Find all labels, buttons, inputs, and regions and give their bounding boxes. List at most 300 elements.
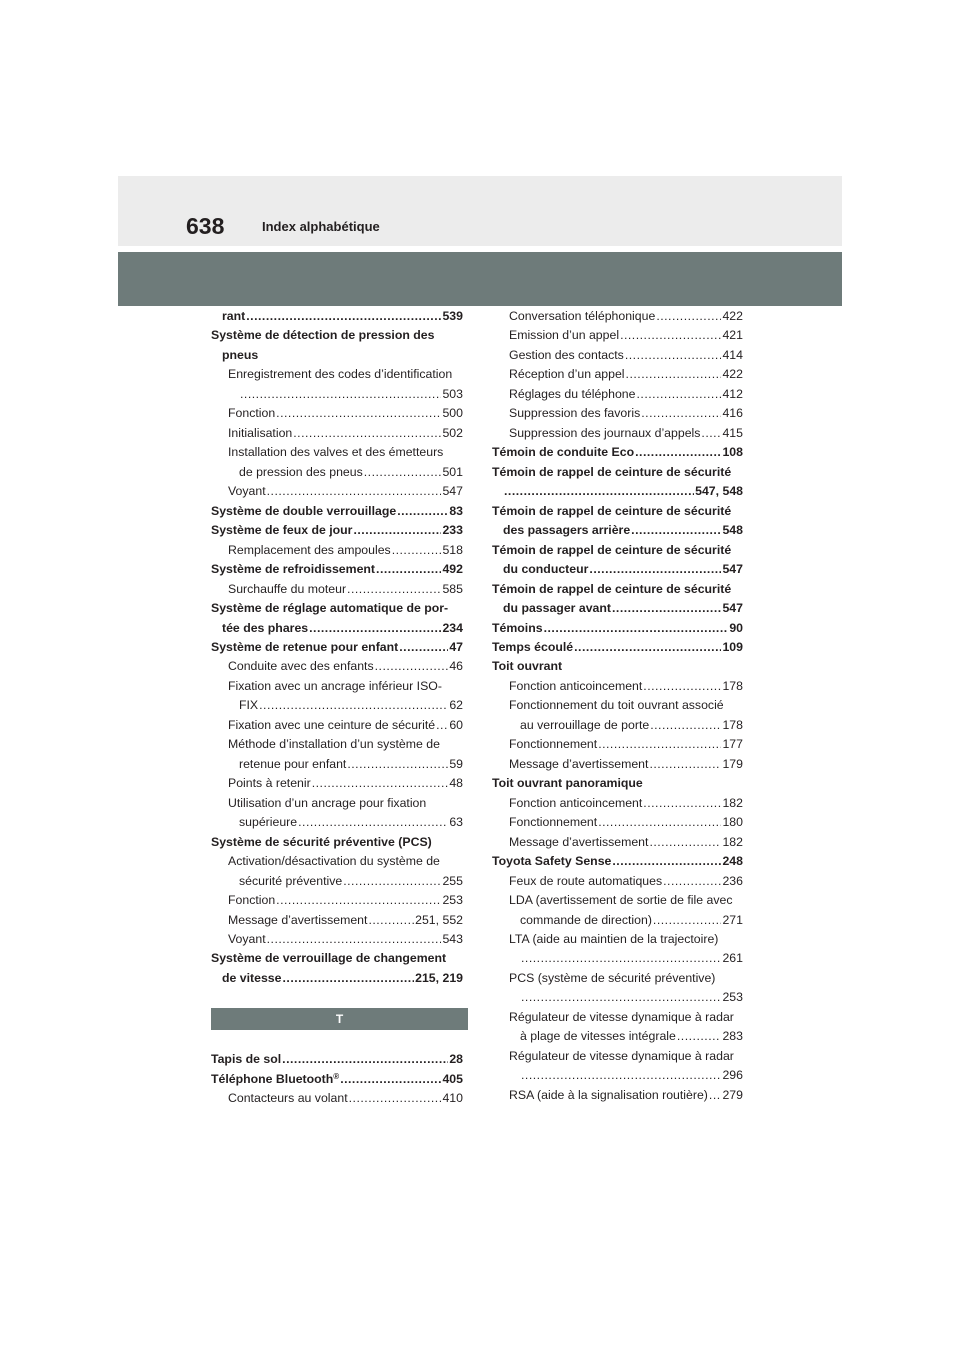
entry-term-text: Contacteurs au volant (228, 1091, 348, 1106)
entry-term-text: supérieure (239, 815, 298, 830)
page-reference: 518 (442, 542, 463, 557)
left-entries (211, 307, 463, 988)
index-entry (211, 872, 463, 891)
index-entry (211, 326, 463, 345)
index-entry (492, 521, 743, 540)
index-entry (211, 949, 463, 968)
entry-term-text: Temps écoulé (492, 639, 574, 654)
entry-term-text: Fonctionnement du toit ouvrant associé (509, 698, 724, 713)
page-reference: 279 (722, 1087, 743, 1102)
entry-term (492, 638, 573, 657)
dot-leader (649, 755, 721, 774)
entry-term (509, 794, 642, 813)
entry-term (509, 735, 597, 754)
page-reference: 251, 552 (415, 912, 463, 927)
index-entry (211, 502, 463, 521)
entry-term-text: Témoin de rappel de ceinture de sécurité (492, 581, 732, 596)
entry-term (222, 307, 245, 326)
index-entry (211, 930, 463, 949)
dot-leader (612, 599, 721, 618)
entry-term (228, 580, 346, 599)
index-entry (492, 385, 743, 404)
dot-leader (637, 385, 722, 404)
dot-leader (282, 1050, 448, 1069)
entry-term (239, 696, 258, 715)
index-entry (211, 580, 463, 599)
entry-term-text: Système de sécurité préventive (PCS) (211, 834, 432, 849)
entry-term-text: Système de refroidissement (211, 562, 376, 577)
index-entry (492, 696, 743, 715)
page-reference: 416 (722, 406, 743, 421)
entry-term-text: Remplacement des ampoules (228, 542, 391, 557)
page-reference: 48 (449, 776, 463, 791)
page-reference: 180 (722, 815, 743, 830)
entry-term-text: Téléphone Bluetooth (211, 1071, 334, 1086)
page-reference: 492 (442, 562, 463, 577)
page-reference: 296 (722, 1068, 743, 1083)
entry-term-text: Voyant (228, 932, 266, 946)
page-reference: 501 (442, 464, 463, 479)
entry-term (239, 755, 346, 774)
dot-leader (340, 1070, 441, 1089)
index-entry (492, 852, 743, 871)
page-reference: 405 (442, 1071, 463, 1086)
entry-term (211, 638, 398, 657)
entry-term (228, 424, 292, 443)
index-entry (492, 657, 743, 676)
section-spacer (211, 1030, 463, 1050)
entry-term-text: Toit ouvrant (492, 659, 563, 674)
index-entry (211, 969, 463, 988)
entry-term (509, 872, 662, 891)
index-entry (492, 969, 743, 988)
page-reference: 543 (442, 932, 463, 946)
dot-leader (399, 638, 448, 657)
entry-term (509, 385, 636, 404)
entry-term (228, 930, 266, 949)
dot-leader (298, 813, 448, 832)
header-band (118, 176, 842, 246)
index-entry (211, 794, 463, 813)
index-entry (492, 1047, 743, 1066)
registered-mark: ® (333, 1071, 340, 1081)
entry-term-text: Voyant (228, 484, 266, 499)
index-entry (492, 872, 743, 891)
page-reference: 215, 219 (415, 970, 463, 985)
dot-leader (276, 891, 441, 910)
page-reference: 83 (449, 503, 463, 518)
index-entry (492, 365, 743, 384)
dot-leader (635, 443, 721, 462)
index-entry (492, 949, 743, 968)
page-reference: 182 (722, 795, 743, 810)
entry-term-text: Fonction (228, 893, 276, 908)
entry-term (228, 404, 275, 423)
header-dark-band (118, 252, 842, 306)
index-column-right (492, 307, 743, 1105)
index-entry (492, 774, 743, 793)
entry-term-text: Témoins (492, 620, 543, 635)
index-entry (211, 657, 463, 676)
dot-leader (240, 385, 441, 404)
index-entry (492, 463, 743, 482)
left-entries-t (211, 1050, 463, 1108)
dot-leader (625, 346, 722, 365)
page-number: 638 (186, 213, 225, 239)
dot-leader (521, 988, 721, 1007)
entry-term (503, 560, 588, 579)
index-entry (211, 443, 463, 462)
dot-leader (276, 404, 441, 423)
page-reference: 253 (442, 893, 463, 908)
dot-leader (544, 619, 729, 638)
index-entry (492, 833, 743, 852)
dot-leader (397, 502, 448, 521)
entry-term (228, 774, 311, 793)
entry-term (503, 599, 611, 618)
index-entry (492, 541, 743, 560)
index-entry (492, 346, 743, 365)
dot-leader (598, 813, 721, 832)
index-column-left (211, 307, 463, 1109)
dot-leader (641, 404, 721, 423)
dot-leader (267, 482, 442, 501)
dot-leader (701, 424, 721, 443)
letter-heading-t: T (211, 1008, 468, 1030)
entry-term (509, 365, 625, 384)
entry-term-text: Emission d’un appel (509, 328, 620, 343)
entry-term (509, 307, 655, 326)
entry-term-text: Feux de route automatiques (509, 873, 663, 888)
page-reference: 539 (442, 309, 463, 323)
entry-term (509, 833, 648, 852)
entry-term (509, 404, 640, 423)
page-reference: 502 (442, 425, 463, 440)
page-reference: 59 (449, 756, 463, 771)
dot-leader (631, 521, 721, 540)
index-entry (492, 599, 743, 618)
entry-term-text: Régulateur de vitesse dynamique à radar (509, 1009, 734, 1024)
dot-leader (650, 716, 721, 735)
page-reference: 283 (722, 1029, 743, 1044)
page-reference: 90 (729, 620, 743, 635)
entry-term (509, 326, 619, 345)
dot-leader (653, 911, 722, 930)
entry-term-text: commande de direction) (520, 912, 652, 927)
entry-term (503, 521, 630, 540)
index-entry (492, 735, 743, 754)
entry-term-text: Méthode d’installation d’un système de (228, 737, 440, 752)
page-reference: 178 (722, 678, 743, 693)
dot-leader (347, 580, 441, 599)
dot-leader (626, 365, 722, 384)
dot-leader (246, 307, 441, 326)
entry-term-text: Enregistrement des codes d’identification (228, 367, 453, 382)
dot-leader (620, 326, 721, 345)
index-entry (211, 891, 463, 910)
entry-term (492, 619, 543, 638)
index-entry (492, 911, 743, 930)
page-reference: 503 (442, 386, 463, 401)
entry-term (509, 813, 597, 832)
entry-term-text: retenue pour enfant (239, 756, 347, 771)
entry-term (492, 443, 634, 462)
index-entry (211, 385, 463, 404)
entry-term (228, 657, 374, 676)
index-entry (492, 716, 743, 735)
entry-term-text: pneus (222, 347, 259, 362)
index-entry (492, 1066, 743, 1085)
entry-term-text: du passager avant (503, 601, 611, 616)
entry-term (520, 716, 649, 735)
index-entry (211, 1089, 463, 1108)
dot-leader (353, 521, 441, 540)
index-entry (492, 482, 743, 501)
entry-term (222, 969, 281, 988)
index-entry (211, 619, 463, 638)
index-entry (492, 307, 743, 326)
entry-term (228, 541, 391, 560)
entry-term-text: Suppression des favoris (509, 406, 641, 421)
entry-term (239, 872, 342, 891)
index-entry (211, 1070, 463, 1089)
entry-term (211, 1050, 281, 1069)
dot-leader (643, 677, 721, 696)
index-entry (211, 1050, 463, 1069)
entry-term (228, 716, 435, 735)
entry-term-text: Utilisation d’un ancrage pour fixation (228, 795, 427, 810)
dot-leader (282, 969, 414, 988)
entry-term-text: Message d’avertissement (509, 834, 649, 849)
index-entry (492, 1027, 743, 1046)
entry-term-text: Surchauffe du moteur (228, 581, 347, 596)
entry-term (211, 502, 396, 521)
entry-term-text: Message d’avertissement (509, 756, 649, 771)
entry-term-text: de pression des pneus (239, 464, 363, 479)
page-reference: 46 (449, 659, 463, 674)
entry-term-text: Toyota Safety Sense (492, 854, 612, 869)
index-entry (211, 404, 463, 423)
index-entry (492, 891, 743, 910)
entry-term (211, 1070, 339, 1089)
index-entry (492, 1008, 743, 1027)
page-reference: 236 (722, 873, 743, 888)
dot-leader (376, 560, 441, 579)
entry-term-text: tée des phares (222, 620, 309, 635)
index-entry (211, 813, 463, 832)
entry-term-text: Activation/désactivation du système de (228, 854, 440, 869)
index-entry (211, 521, 463, 540)
entry-term-text: du conducteur (503, 562, 589, 577)
page-reference: 547, 548 (695, 484, 743, 499)
index-entry (211, 463, 463, 482)
dot-leader (349, 1089, 442, 1108)
dot-leader (347, 755, 448, 774)
entry-term (520, 911, 652, 930)
index-entry (211, 541, 463, 560)
dot-leader (598, 735, 721, 754)
page-reference: 182 (722, 834, 743, 849)
dot-leader (368, 911, 414, 930)
index-entry (211, 638, 463, 657)
entry-term-text: rant (222, 309, 246, 323)
index-entry (211, 696, 463, 715)
page-reference: 60 (449, 717, 463, 732)
dot-leader (643, 794, 721, 813)
index-entry (492, 1086, 743, 1105)
index-entry (211, 911, 463, 930)
entry-term-text: Fonction anticoincement (509, 678, 643, 693)
entry-term-text: Témoin de rappel de ceinture de sécurité (492, 503, 732, 518)
entry-term (211, 521, 352, 540)
index-entry (211, 774, 463, 793)
entry-term-text: Réglages du téléphone (509, 386, 636, 401)
dot-leader (504, 482, 694, 501)
entry-term-text: Système de verrouillage de changement (211, 951, 447, 966)
index-entry (211, 716, 463, 735)
entry-term-text: à plage de vitesses intégrale (520, 1029, 676, 1044)
dot-leader (392, 541, 442, 560)
entry-term-text: LTA (aide au maintien de la trajectoire) (509, 932, 719, 946)
page-reference: 414 (722, 347, 743, 362)
page-reference: 62 (449, 698, 463, 713)
page-reference: 253 (722, 990, 743, 1005)
index-entry (492, 988, 743, 1007)
page-reference: 421 (722, 328, 743, 343)
entry-term-text: Témoin de rappel de ceinture de sécurité (492, 542, 732, 557)
entry-term-text: Gestion des contacts (509, 347, 624, 362)
entry-term (509, 677, 642, 696)
dot-leader (677, 1027, 722, 1046)
entry-term-text: Fonction anticoincement (509, 795, 643, 810)
index-entry (492, 443, 743, 462)
page-reference: 47 (449, 639, 463, 654)
entry-term-text: Suppression des journaux d’appels (509, 425, 701, 440)
entry-term (228, 891, 275, 910)
dot-leader (649, 833, 721, 852)
entry-term-text: Système de feux de jour (211, 523, 353, 538)
index-entry (211, 482, 463, 501)
entry-term-text: de vitesse (222, 970, 282, 985)
entry-term-text: Fonctionnement (509, 815, 598, 830)
entry-term (509, 424, 700, 443)
page-reference: 410 (442, 1091, 463, 1106)
entry-term (239, 813, 297, 832)
entry-term-text: Réception d’un appel (509, 367, 625, 382)
page-reference: 233 (442, 523, 463, 538)
index-entry (492, 424, 743, 443)
entry-term (492, 852, 611, 871)
page-reference: 412 (722, 386, 743, 401)
entry-term (211, 560, 375, 579)
index-entry (492, 755, 743, 774)
index-entry (211, 833, 463, 852)
dot-leader (312, 774, 449, 793)
dot-leader (521, 1066, 721, 1085)
entry-term-text: Message d’avertissement (228, 912, 368, 927)
index-entry (211, 424, 463, 443)
index-entry (492, 930, 743, 949)
index-entry (492, 326, 743, 345)
page-reference: 108 (722, 445, 743, 460)
index-entry (492, 404, 743, 423)
dot-leader (259, 696, 448, 715)
page-reference: 248 (722, 854, 743, 869)
entry-term-text: Témoin de conduite Eco (492, 445, 635, 460)
entry-term-text: sécurité préventive (239, 873, 343, 888)
entry-term-text: Système de réglage automatique de por- (211, 601, 449, 616)
page-reference: 422 (722, 309, 743, 323)
index-entry (492, 619, 743, 638)
page-reference: 547 (442, 484, 463, 499)
entry-term-text: Fonction (228, 406, 276, 421)
index-entry (211, 365, 463, 384)
index-entry (211, 677, 463, 696)
page-reference: 28 (449, 1052, 463, 1067)
dot-leader (612, 852, 721, 871)
index-entry (492, 677, 743, 696)
page-reference: 234 (442, 620, 463, 635)
entry-term-text: Installation des valves et des émetteurs (228, 445, 444, 460)
entry-term-text: Témoin de rappel de ceinture de sécurité (492, 464, 732, 479)
dot-leader (656, 307, 721, 326)
entry-term-text: PCS (système de sécurité préventive) (509, 970, 716, 985)
entry-term-text: Initialisation (228, 425, 293, 440)
index-entry (211, 346, 463, 365)
dot-leader (293, 424, 441, 443)
entry-term-text: Système de détection de pression des (211, 328, 435, 343)
dot-leader (343, 872, 441, 891)
entry-term-text: Système de double verrouillage (211, 503, 397, 518)
page-reference: 109 (722, 639, 743, 654)
entry-term (222, 619, 308, 638)
section-title: Index alphabétique (262, 219, 380, 234)
dot-leader (436, 716, 448, 735)
entry-term-text: Points à retenir (228, 776, 311, 791)
entry-term (509, 1086, 708, 1105)
page-reference: 500 (442, 406, 463, 421)
entry-term-text: Régulateur de vitesse dynamique à radar (509, 1048, 734, 1063)
dot-leader (709, 1086, 722, 1105)
dot-leader (574, 638, 721, 657)
entry-term (509, 346, 624, 365)
dot-leader (267, 930, 442, 949)
page-reference: 547 (722, 562, 743, 577)
entry-term-text: Toit ouvrant panoramique (492, 776, 643, 791)
entry-term (228, 482, 266, 501)
page-reference: 547 (722, 601, 743, 616)
entry-term (509, 755, 648, 774)
entry-term-text: au verrouillage de porte (520, 717, 650, 732)
entry-term-text: Tapis de sol (211, 1052, 282, 1067)
dot-leader (521, 949, 721, 968)
entry-term (239, 463, 363, 482)
section-spacer (211, 988, 463, 1008)
entry-term-text: des passagers arrière (503, 523, 631, 538)
index-entry (492, 580, 743, 599)
index-entry (492, 502, 743, 521)
index-entry (492, 638, 743, 657)
entry-term-text: Conduite avec des enfants (228, 659, 374, 674)
entry-term-text: LDA (avertissement de sortie de file avec (509, 893, 733, 908)
index-entry (492, 794, 743, 813)
entry-term-text: Conversation téléphonique (509, 309, 656, 323)
dot-leader (663, 872, 721, 891)
index-entry (492, 813, 743, 832)
entry-term-text: Système de retenue pour enfant (211, 639, 399, 654)
index-entry (211, 560, 463, 579)
index-entry (211, 735, 463, 754)
